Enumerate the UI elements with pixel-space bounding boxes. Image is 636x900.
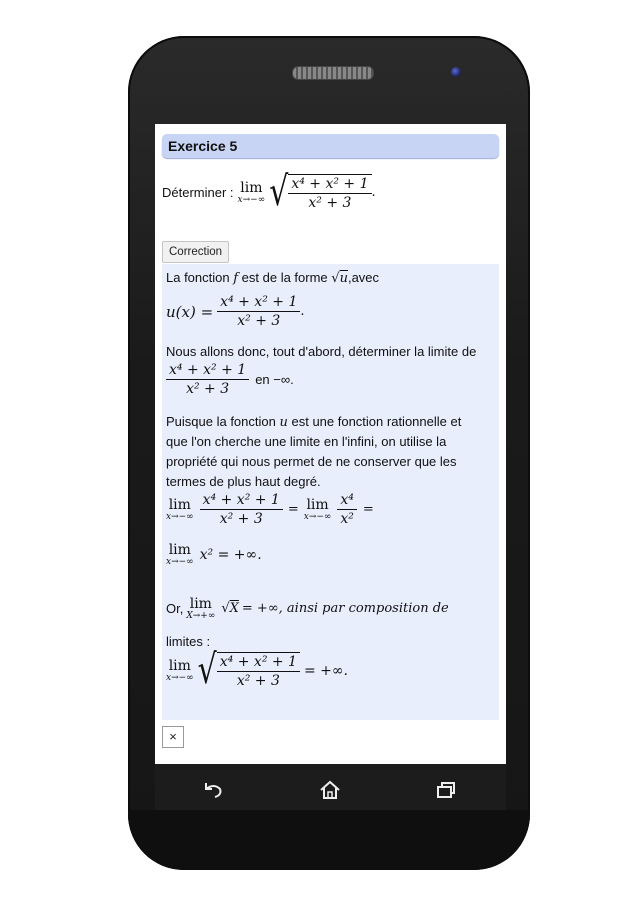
sqrt-expression: √ $\frac{\text{x⁴ + x² + 1}}{\text{x² + 3}}$ [269, 174, 371, 211]
back-button[interactable] [183, 764, 243, 816]
front-camera [451, 67, 461, 77]
correction-line-3: Nous allons donc, tout d'abord, déterminer la limite de [166, 344, 477, 359]
composition-line: Or, lim X→+∞ √X = +∞, ainsi par composition de [166, 596, 449, 621]
exercise-header [162, 134, 499, 158]
paragraph-line-3: propriété qui nous permet de ne conserver que les [166, 454, 457, 469]
limit-equation-1: lim x→−∞ $\frac{\text{x⁴ + x² + 1}}{\text{x² + 3}}$ = lim x→−∞ $\frac{\text{x⁴}}{\text{x²}}$ = [166, 492, 374, 527]
final-limit-equation: lim x→−∞ √ $\frac{\text{x⁴ + x² + 1}}{\text{x² + 3}}$ = +∞. [166, 646, 348, 694]
phone-chin [128, 810, 530, 870]
limit-equation-2: lim x→−∞ x² = +∞. [166, 542, 262, 567]
limits-label: limites : [166, 634, 211, 649]
question-label: Déterminer : [162, 185, 234, 200]
app-screen [155, 124, 506, 764]
question: Déterminer : lim x→−∞ √ $\frac{\text{x⁴ + x² + 1}}{\text{x² + 3}}$ . [162, 168, 376, 216]
u-definition: u(x) = $\frac{\text{x⁴ + x² + 1}}{\text{x² + 3}}$ . [166, 294, 305, 329]
back-arrow-icon [202, 781, 224, 799]
recent-apps-icon [435, 781, 457, 799]
home-icon [319, 780, 341, 800]
home-button[interactable] [300, 764, 360, 816]
exercise-title: Exercice 5 [168, 138, 238, 154]
correction-panel [162, 264, 499, 720]
android-nav-bar [155, 764, 506, 816]
earpiece-speaker [292, 66, 374, 80]
paragraph-line-4: termes de plus haut degré. [166, 474, 321, 489]
paragraph-line-1: Puisque la fonction u est une fonction rationnelle et [166, 414, 462, 430]
correction-line-1: La fonction f est de la forme √u,avec [166, 270, 380, 286]
recent-apps-button[interactable] [416, 764, 476, 816]
correction-button[interactable]: Correction [162, 241, 229, 263]
close-button[interactable]: × [162, 726, 184, 748]
fraction-limit-line: $\frac{\text{x⁴ + x² + 1}}{\text{x² + 3}}$ en −∞. [166, 362, 294, 397]
paragraph-line-2: que l'on cherche une limite en l'infini, on utilise la [166, 434, 447, 449]
limit-operator: lim x→−∞ [237, 180, 266, 205]
